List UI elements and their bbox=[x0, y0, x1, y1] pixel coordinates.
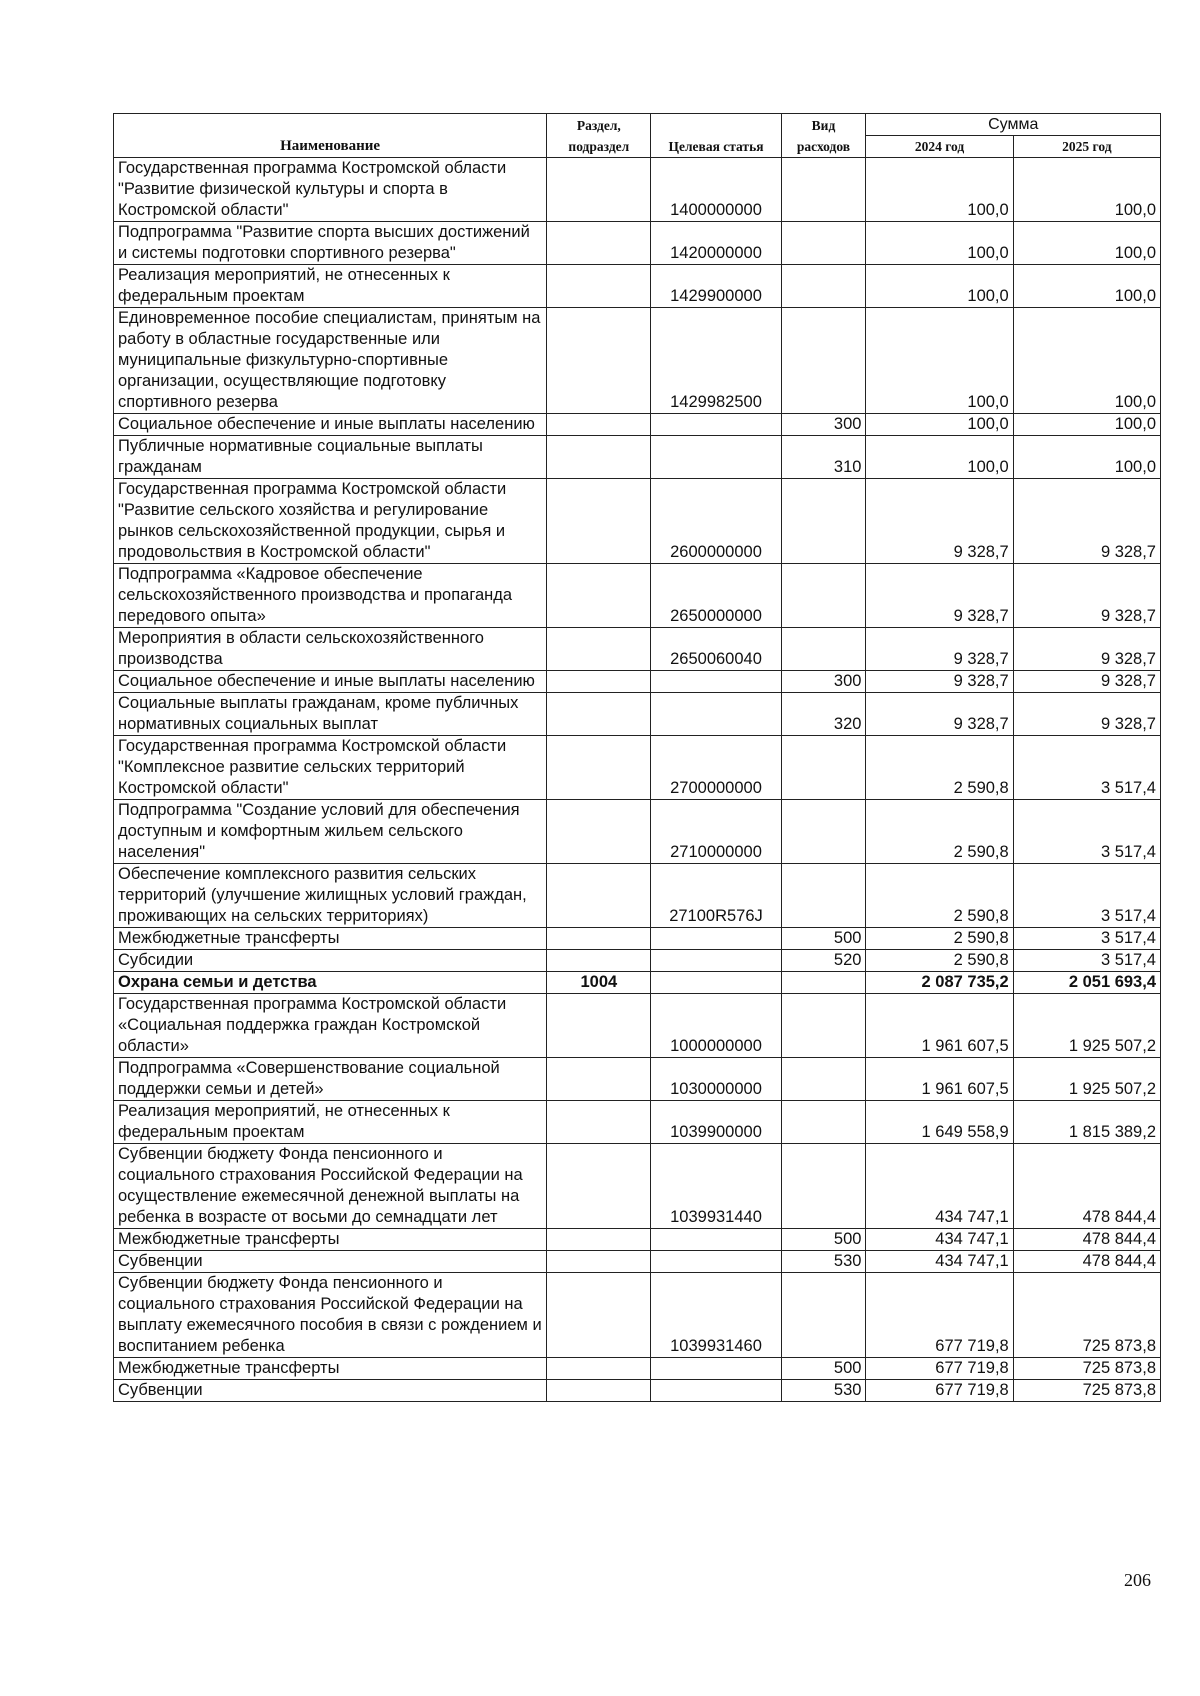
sum-2024-cell: 9 328,7 bbox=[866, 628, 1013, 671]
expense-type-cell bbox=[781, 1101, 866, 1144]
name-cell: Субвенции бюджету Фонда пенсионного и социального страхования Российской Федерации на выплату ежемесячного пособия в связи с рождением и воспитанием ребенка bbox=[114, 1273, 547, 1358]
sum-2024-cell: 434 747,1 bbox=[866, 1144, 1013, 1229]
table-row bbox=[114, 1358, 1161, 1380]
table-row bbox=[114, 1229, 1161, 1251]
sum-2024-cell: 9 328,7 bbox=[866, 479, 1013, 564]
section-cell bbox=[547, 414, 651, 436]
expense-type-cell bbox=[781, 308, 866, 414]
budget-table bbox=[113, 113, 1161, 1402]
target-cell bbox=[651, 1251, 781, 1273]
name-cell: Субсидии bbox=[114, 950, 547, 972]
sum-2025-cell: 9 328,7 bbox=[1013, 479, 1160, 564]
expense-type-cell: 520 bbox=[781, 950, 866, 972]
table-row bbox=[114, 1101, 1161, 1144]
expense-type-cell bbox=[781, 564, 866, 628]
sum-2025-cell: 100,0 bbox=[1013, 158, 1160, 222]
expense-type-cell bbox=[781, 628, 866, 671]
expense-type-cell bbox=[781, 972, 866, 994]
sum-2024-cell: 100,0 bbox=[866, 222, 1013, 265]
header-expense-type: Вид расходов bbox=[781, 114, 866, 158]
name-cell: Обеспечение комплексного развития сельских территорий (улучшение жилищных условий граждан, проживающих на сельских территориях) bbox=[114, 864, 547, 928]
target-cell: 2710000000 bbox=[651, 800, 781, 864]
section-cell: 1004 bbox=[547, 972, 651, 994]
name-cell: Субвенции бюджету Фонда пенсионного и социального страхования Российской Федерации на осуществление ежемесячной денежной выплаты на ребенка в возрасте от восьми до семнадцати лет bbox=[114, 1144, 547, 1229]
sum-2025-cell: 100,0 bbox=[1013, 265, 1160, 308]
target-cell: 2650060040 bbox=[651, 628, 781, 671]
section-cell bbox=[547, 864, 651, 928]
name-cell: Государственная программа Костромской области "Развитие физической культуры и спорта в Костромской области" bbox=[114, 158, 547, 222]
expense-type-cell: 300 bbox=[781, 414, 866, 436]
sum-2024-cell: 434 747,1 bbox=[866, 1229, 1013, 1251]
table-row bbox=[114, 308, 1161, 414]
table-header bbox=[114, 114, 1161, 158]
expense-type-cell: 530 bbox=[781, 1380, 866, 1402]
expense-type-cell bbox=[781, 479, 866, 564]
name-cell: Государственная программа Костромской области "Развитие сельского хозяйства и регулирование рынков сельскохозяйственной продукции, сырья и продовольствия в Костромской области" bbox=[114, 479, 547, 564]
target-cell bbox=[651, 1380, 781, 1402]
header-section: Раздел, подраздел bbox=[547, 114, 651, 158]
name-cell: Межбюджетные трансферты bbox=[114, 928, 547, 950]
target-cell: 1039931440 bbox=[651, 1144, 781, 1229]
target-cell bbox=[651, 414, 781, 436]
expense-type-cell bbox=[781, 800, 866, 864]
section-cell bbox=[547, 158, 651, 222]
sum-2025-cell: 478 844,4 bbox=[1013, 1229, 1160, 1251]
sum-2025-cell: 100,0 bbox=[1013, 414, 1160, 436]
name-cell: Государственная программа Костромской области "Комплексное развитие сельских территорий Костромской области" bbox=[114, 736, 547, 800]
expense-type-cell bbox=[781, 736, 866, 800]
sum-2025-cell: 9 328,7 bbox=[1013, 693, 1160, 736]
section-cell bbox=[547, 950, 651, 972]
target-cell: 1429982500 bbox=[651, 308, 781, 414]
name-cell: Реализация мероприятий, не отнесенных к федеральным проектам bbox=[114, 265, 547, 308]
sum-2025-cell: 9 328,7 bbox=[1013, 564, 1160, 628]
table-row bbox=[114, 671, 1161, 693]
sum-2025-cell: 478 844,4 bbox=[1013, 1251, 1160, 1273]
name-cell: Социальное обеспечение и иные выплаты населению bbox=[114, 414, 547, 436]
sum-2024-cell: 677 719,8 bbox=[866, 1358, 1013, 1380]
target-cell: 1039931460 bbox=[651, 1273, 781, 1358]
name-cell: Охрана семьи и детства bbox=[114, 972, 547, 994]
sum-2024-cell: 2 590,8 bbox=[866, 800, 1013, 864]
sum-2024-cell: 100,0 bbox=[866, 436, 1013, 479]
expense-type-cell: 500 bbox=[781, 928, 866, 950]
table-row bbox=[114, 265, 1161, 308]
name-cell: Единовременное пособие специалистам, принятым на работу в областные государственные или муниципальные физкультурно-спортивные организации, осуществляющие подготовку спортивного резерва bbox=[114, 308, 547, 414]
sum-2024-cell: 100,0 bbox=[866, 265, 1013, 308]
sum-2024-cell: 1 649 558,9 bbox=[866, 1101, 1013, 1144]
sum-2024-cell: 1 961 607,5 bbox=[866, 994, 1013, 1058]
target-cell bbox=[651, 950, 781, 972]
sum-2024-cell: 100,0 bbox=[866, 414, 1013, 436]
sum-2024-cell: 9 328,7 bbox=[866, 564, 1013, 628]
expense-type-cell: 300 bbox=[781, 671, 866, 693]
section-cell bbox=[547, 564, 651, 628]
header-target: Целевая статья bbox=[651, 114, 781, 158]
sum-2025-cell: 2 051 693,4 bbox=[1013, 972, 1160, 994]
expense-type-cell bbox=[781, 1058, 866, 1101]
target-cell: 1039900000 bbox=[651, 1101, 781, 1144]
sum-2025-cell: 478 844,4 bbox=[1013, 1144, 1160, 1229]
target-cell bbox=[651, 671, 781, 693]
table-row bbox=[114, 928, 1161, 950]
section-cell bbox=[547, 1101, 651, 1144]
target-cell bbox=[651, 1358, 781, 1380]
expense-type-cell bbox=[781, 222, 866, 265]
name-cell: Государственная программа Костромской области «Социальная поддержка граждан Костромской области» bbox=[114, 994, 547, 1058]
sum-2024-cell: 677 719,8 bbox=[866, 1273, 1013, 1358]
page-number: 206 bbox=[1124, 1570, 1151, 1590]
section-cell bbox=[547, 1058, 651, 1101]
table-row bbox=[114, 222, 1161, 265]
sum-2024-cell: 1 961 607,5 bbox=[866, 1058, 1013, 1101]
table-row bbox=[114, 800, 1161, 864]
table-row bbox=[114, 972, 1161, 994]
sum-2025-cell: 3 517,4 bbox=[1013, 950, 1160, 972]
expense-type-cell bbox=[781, 265, 866, 308]
name-cell: Подпрограмма «Совершенствование социальной поддержки семьи и детей» bbox=[114, 1058, 547, 1101]
table-row bbox=[114, 158, 1161, 222]
target-cell: 27100R576J bbox=[651, 864, 781, 928]
sum-2025-cell: 9 328,7 bbox=[1013, 628, 1160, 671]
expense-type-cell bbox=[781, 158, 866, 222]
table-row bbox=[114, 994, 1161, 1058]
sum-2025-cell: 3 517,4 bbox=[1013, 928, 1160, 950]
header-year-2024: 2024 год bbox=[866, 136, 1013, 158]
target-cell: 2650000000 bbox=[651, 564, 781, 628]
sum-2025-cell: 100,0 bbox=[1013, 436, 1160, 479]
target-cell: 2700000000 bbox=[651, 736, 781, 800]
expense-type-cell bbox=[781, 994, 866, 1058]
name-cell: Реализация мероприятий, не отнесенных к федеральным проектам bbox=[114, 1101, 547, 1144]
section-cell bbox=[547, 1229, 651, 1251]
name-cell: Публичные нормативные социальные выплаты гражданам bbox=[114, 436, 547, 479]
table-row bbox=[114, 628, 1161, 671]
section-cell bbox=[547, 436, 651, 479]
section-cell bbox=[547, 671, 651, 693]
section-cell bbox=[547, 994, 651, 1058]
sum-2024-cell: 100,0 bbox=[866, 308, 1013, 414]
target-cell: 1400000000 bbox=[651, 158, 781, 222]
expense-type-cell: 500 bbox=[781, 1229, 866, 1251]
sum-2024-cell: 2 590,8 bbox=[866, 928, 1013, 950]
header-name: Наименование bbox=[114, 114, 547, 158]
sum-2024-cell: 677 719,8 bbox=[866, 1380, 1013, 1402]
sum-2025-cell: 3 517,4 bbox=[1013, 800, 1160, 864]
table-row bbox=[114, 564, 1161, 628]
section-cell bbox=[547, 308, 651, 414]
sum-2025-cell: 725 873,8 bbox=[1013, 1380, 1160, 1402]
name-cell: Социальные выплаты гражданам, кроме публичных нормативных социальных выплат bbox=[114, 693, 547, 736]
header-sum: Сумма bbox=[866, 114, 1161, 136]
target-cell: 2600000000 bbox=[651, 479, 781, 564]
section-cell bbox=[547, 928, 651, 950]
section-cell bbox=[547, 693, 651, 736]
table-row bbox=[114, 693, 1161, 736]
section-cell bbox=[547, 800, 651, 864]
target-cell: 1429900000 bbox=[651, 265, 781, 308]
sum-2025-cell: 3 517,4 bbox=[1013, 736, 1160, 800]
table-row bbox=[114, 1144, 1161, 1229]
sum-2025-cell: 725 873,8 bbox=[1013, 1273, 1160, 1358]
table-row bbox=[114, 479, 1161, 564]
section-cell bbox=[547, 736, 651, 800]
name-cell: Подпрограмма "Развитие спорта высших достижений и системы подготовки спортивного резерва" bbox=[114, 222, 547, 265]
expense-type-cell: 500 bbox=[781, 1358, 866, 1380]
table-row bbox=[114, 1058, 1161, 1101]
name-cell: Межбюджетные трансферты bbox=[114, 1229, 547, 1251]
expense-type-cell: 310 bbox=[781, 436, 866, 479]
name-cell: Социальное обеспечение и иные выплаты населению bbox=[114, 671, 547, 693]
target-cell: 1420000000 bbox=[651, 222, 781, 265]
sum-2025-cell: 100,0 bbox=[1013, 308, 1160, 414]
expense-type-cell: 320 bbox=[781, 693, 866, 736]
section-cell bbox=[547, 265, 651, 308]
target-cell bbox=[651, 693, 781, 736]
target-cell bbox=[651, 928, 781, 950]
expense-type-cell bbox=[781, 1273, 866, 1358]
sum-2024-cell: 100,0 bbox=[866, 158, 1013, 222]
sum-2025-cell: 725 873,8 bbox=[1013, 1358, 1160, 1380]
sum-2024-cell: 2 590,8 bbox=[866, 950, 1013, 972]
sum-2024-cell: 2 590,8 bbox=[866, 864, 1013, 928]
name-cell: Субвенции bbox=[114, 1380, 547, 1402]
section-cell bbox=[547, 1380, 651, 1402]
sum-2024-cell: 2 590,8 bbox=[866, 736, 1013, 800]
name-cell: Мероприятия в области сельскохозяйственного производства bbox=[114, 628, 547, 671]
target-cell bbox=[651, 1229, 781, 1251]
table-row bbox=[114, 736, 1161, 800]
sum-2024-cell: 2 087 735,2 bbox=[866, 972, 1013, 994]
table-row bbox=[114, 436, 1161, 479]
section-cell bbox=[547, 1251, 651, 1273]
section-cell bbox=[547, 1273, 651, 1358]
sum-2025-cell: 9 328,7 bbox=[1013, 671, 1160, 693]
sum-2025-cell: 1 815 389,2 bbox=[1013, 1101, 1160, 1144]
name-cell: Субвенции bbox=[114, 1251, 547, 1273]
table-row bbox=[114, 950, 1161, 972]
expense-type-cell: 530 bbox=[781, 1251, 866, 1273]
sum-2024-cell: 9 328,7 bbox=[866, 671, 1013, 693]
table-row bbox=[114, 414, 1161, 436]
target-cell bbox=[651, 436, 781, 479]
table-row bbox=[114, 1251, 1161, 1273]
table-row bbox=[114, 1380, 1161, 1402]
table-body bbox=[114, 158, 1161, 1402]
name-cell: Подпрограмма «Кадровое обеспечение сельскохозяйственного производства и пропаганда передового опыта» bbox=[114, 564, 547, 628]
sum-2025-cell: 1 925 507,2 bbox=[1013, 994, 1160, 1058]
sum-2025-cell: 100,0 bbox=[1013, 222, 1160, 265]
section-cell bbox=[547, 1144, 651, 1229]
name-cell: Межбюджетные трансферты bbox=[114, 1358, 547, 1380]
sum-2024-cell: 434 747,1 bbox=[866, 1251, 1013, 1273]
table-row bbox=[114, 864, 1161, 928]
section-cell bbox=[547, 628, 651, 671]
sum-2024-cell: 9 328,7 bbox=[866, 693, 1013, 736]
name-cell: Подпрограмма "Создание условий для обеспечения доступным и комфортным жильем сельского населения" bbox=[114, 800, 547, 864]
target-cell: 1030000000 bbox=[651, 1058, 781, 1101]
sum-2025-cell: 1 925 507,2 bbox=[1013, 1058, 1160, 1101]
section-cell bbox=[547, 1358, 651, 1380]
section-cell bbox=[547, 222, 651, 265]
section-cell bbox=[547, 479, 651, 564]
target-cell: 1000000000 bbox=[651, 994, 781, 1058]
expense-type-cell bbox=[781, 1144, 866, 1229]
header-year-2025: 2025 год bbox=[1013, 136, 1160, 158]
expense-type-cell bbox=[781, 864, 866, 928]
sum-2025-cell: 3 517,4 bbox=[1013, 864, 1160, 928]
table-row bbox=[114, 1273, 1161, 1358]
target-cell bbox=[651, 972, 781, 994]
